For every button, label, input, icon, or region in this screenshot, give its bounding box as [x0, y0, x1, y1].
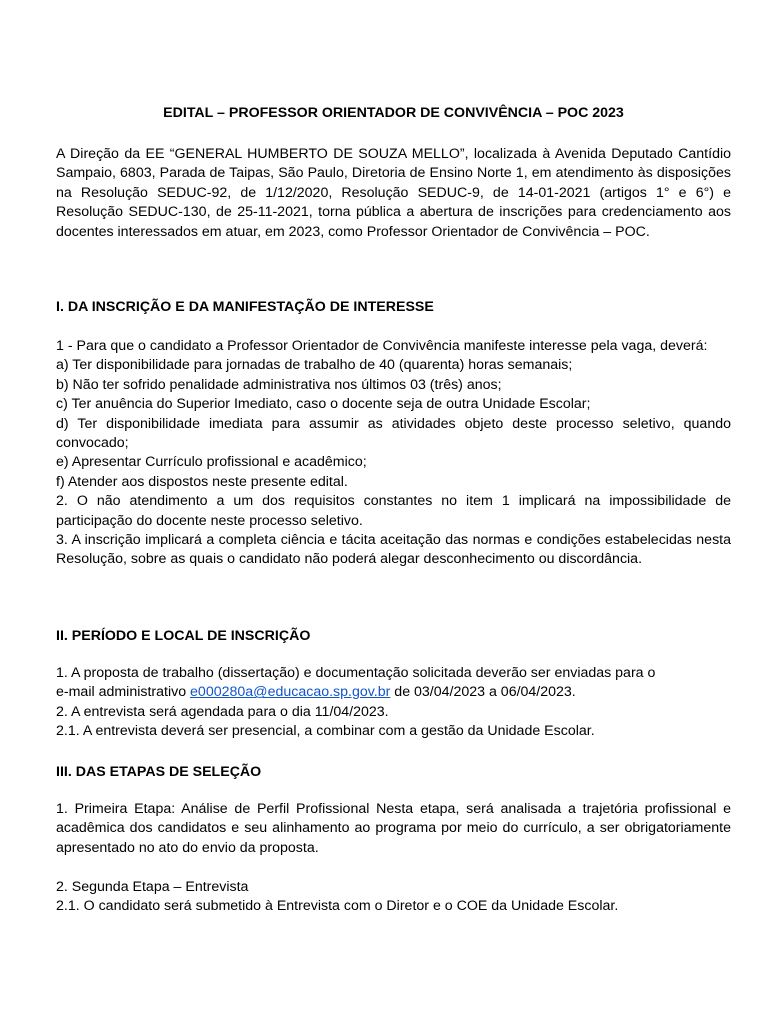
- section-1-item-f: f) Atender aos dispostos neste presente edital.: [56, 473, 348, 490]
- section-2-body: [56, 664, 731, 742]
- section-1-item-3: 3. A inscrição implicará a completa ciência e tácita aceitação das normas e condições estabelecidas nesta Resolução, sobre as quais o candidato não poderá alegar desconhecimento ou discordância.: [56, 532, 731, 568]
- section-1-item-2: 2. O não atendimento a um dos requisitos constantes no item 1 implicará na impossibilidade de participação do docente neste processo seletivo.: [56, 493, 731, 529]
- email-prefix: e-mail administrativo: [56, 684, 191, 701]
- section-3-item-2-1: 2.1. O candidato será submetido à Entrevista com o Diretor e o COE da Unidade Escolar.: [56, 898, 619, 915]
- email-suffix: de 03/04/2023 a 06/04/2023.: [390, 684, 576, 701]
- section-1-item-c: c) Ter anuência do Superior Imediato, caso o docente seja de outra Unidade Escolar;: [56, 396, 591, 413]
- section-2-item-2: 2. A entrevista será agendada para o dia 11/04/2023.: [56, 703, 389, 720]
- section-2-item-2-1: 2.1. A entrevista deverá ser presencial, a combinar com a gestão da Unidade Escolar.: [56, 723, 595, 740]
- section-3-stage-2: [56, 878, 731, 917]
- document-title: EDITAL – PROFESSOR ORIENTADOR DE CONVIVÊNCIA – POC 2023: [163, 105, 624, 121]
- section-1-item-b: b) Não ter sofrido penalidade administrativa nos últimos 03 (três) anos;: [56, 376, 502, 393]
- section-1-body: [56, 337, 731, 570]
- email-link[interactable]: e000280a@educacao.sp.gov.br: [190, 684, 391, 701]
- intro-paragraph: A Direção da EE “GENERAL HUMBERTO DE SOUZA MELLO”, localizada à Avenida Deputado Cantídio Sampaio, 6803, Parada de Taipas, São Paulo, Diretoria de Ensino Norte 1, em atendimento às disposições na Resolução SEDUC-92, de 1/12/2020, Resolução SEDUC-9, de 14-01-2021 (artigos 1° e 6°) e Resolução SEDUC-130, de 25-11-2021, torna pública a abertura de inscrições para credenciamento aos docentes interessados em atuar, em 2023, como Professor Orientador de Convivência – POC.: [56, 146, 731, 240]
- section-1-item-a: a) Ter disponibilidade para jornadas de trabalho de 40 (quarenta) horas semanais;: [56, 357, 573, 374]
- section-1-item-d: d) Ter disponibilidade imediata para assumir as atividades objeto deste processo seletivo, quando convocado;: [56, 415, 731, 452]
- section-3-item-1: 1. Primeira Etapa: Análise de Perfil Profissional Nesta etapa, será analisada a trajetória profissional e acadêmica dos candidatos e seu alinhamento ao programa por meio do currículo, a ser obrigatoriamente apresentado no ato do envio da proposta.: [56, 801, 731, 856]
- section-2-item-1-line-1: 1. A proposta de trabalho (dissertação) e documentação solicitada deverão ser enviadas para o: [56, 665, 656, 681]
- section-1-heading: I. DA INSCRIÇÃO E DA MANIFESTAÇÃO DE INTERESSE: [56, 299, 434, 315]
- section-3-heading: III. DAS ETAPAS DE SELEÇÃO: [56, 764, 262, 780]
- section-2-item-1-line-2: [56, 683, 731, 702]
- section-2-heading: II. PERÍODO E LOCAL DE INSCRIÇÃO: [56, 628, 311, 644]
- section-3-item-2: 2. Segunda Etapa – Entrevista: [56, 879, 249, 895]
- section-1-item-1: 1 - Para que o candidato a Professor Orientador de Convivência manifeste interesse pela vaga, deverá:: [56, 338, 708, 354]
- section-1-item-e: e) Apresentar Currículo profissional e acadêmico;: [56, 454, 367, 471]
